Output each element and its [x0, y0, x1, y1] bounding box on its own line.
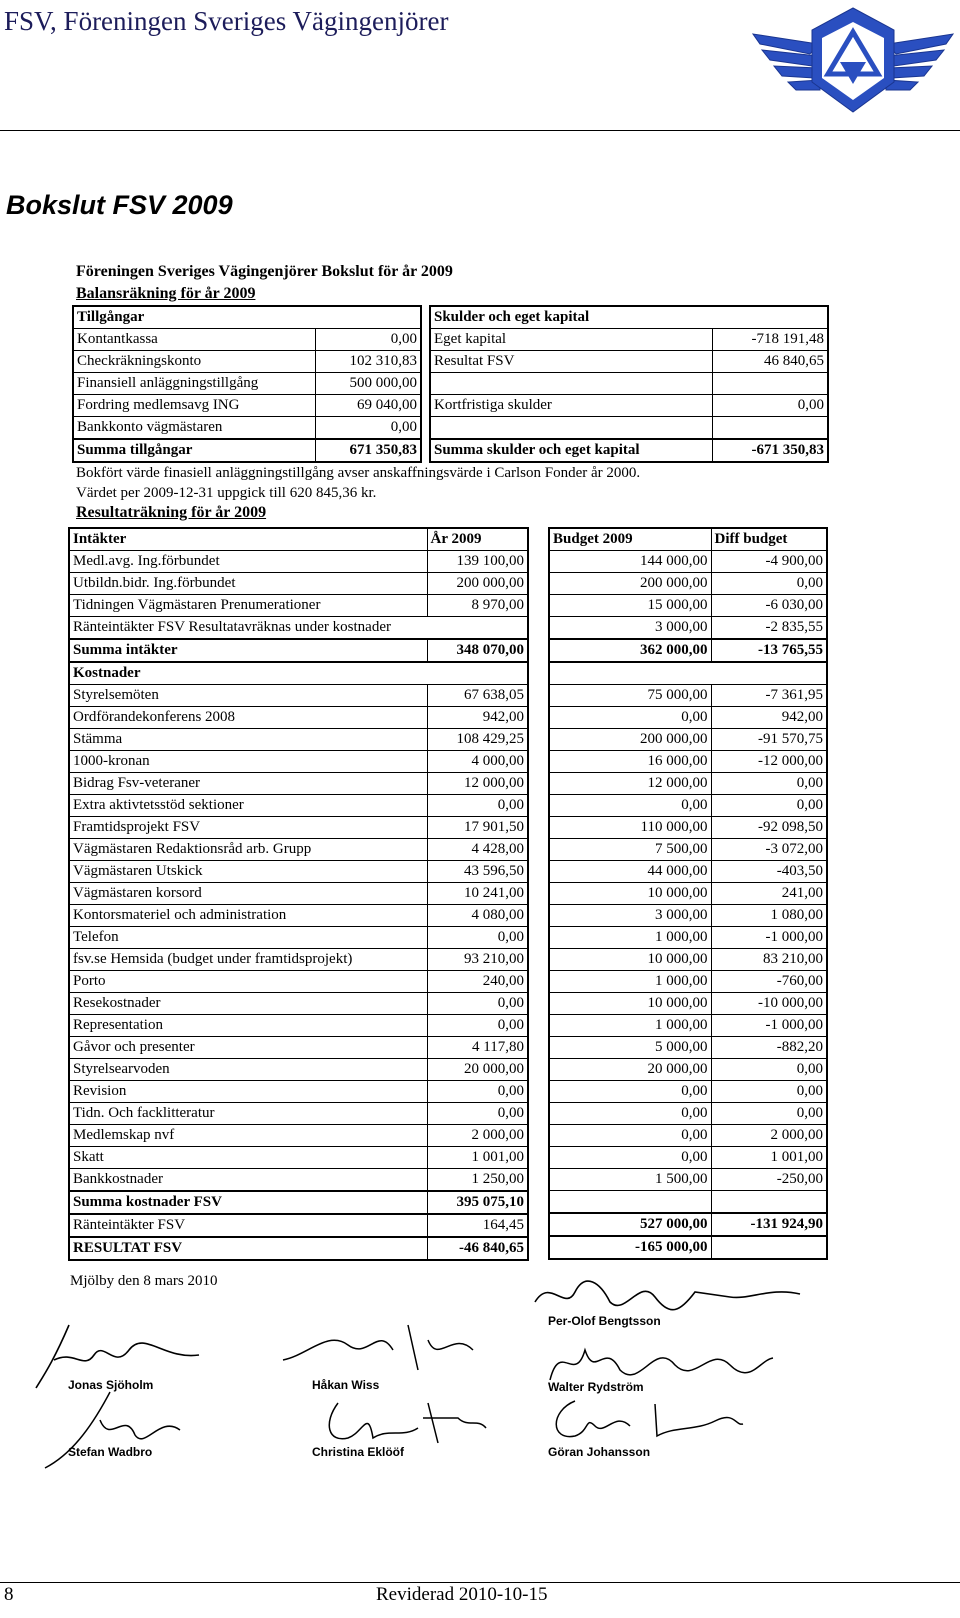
- table-row: 144 000,00 -4 900,00: [549, 551, 827, 573]
- signature-scribble-icon: [545, 1396, 745, 1446]
- fsv-logo-icon: [748, 4, 958, 122]
- table-row: [430, 373, 828, 395]
- table-row: Resultat FSV 46 840,65: [430, 351, 828, 373]
- assets-table: [72, 305, 422, 463]
- table-row: Finansiell anläggningstillgång 500 000,00: [73, 373, 421, 395]
- table-row: 10 000,00 -10 000,00: [549, 993, 827, 1015]
- table-row: Kontorsmateriel och administration 4 080,00: [69, 905, 528, 927]
- table-row: 44 000,00 -403,50: [549, 861, 827, 883]
- table-header-row: Intäkter År 2009: [69, 528, 528, 551]
- signature-scribble-icon: [318, 1398, 488, 1448]
- table-row: Styrelsemöten 67 638,05: [69, 685, 528, 707]
- table-row: Porto 240,00: [69, 971, 528, 993]
- table-row: Kortfristiga skulder 0,00: [430, 395, 828, 417]
- table-row: Utbildn.bidr. Ing.förbundet 200 000,00: [69, 573, 528, 595]
- table-row: [430, 417, 828, 440]
- balance-heading: Balansräkning för år 2009: [76, 285, 256, 302]
- table-row: Skatt 1 001,00: [69, 1147, 528, 1169]
- table-row: 0,00 0,00: [549, 1081, 827, 1103]
- table-row: 12 000,00 0,00: [549, 773, 827, 795]
- table-row: Revision 0,00: [69, 1081, 528, 1103]
- table-row: 1 000,00 -1 000,00: [549, 1015, 827, 1037]
- table-row: Extra aktivtetsstöd sektioner 0,00: [69, 795, 528, 817]
- table-row: 10 000,00 241,00: [549, 883, 827, 905]
- table-row: 0,00 0,00: [549, 795, 827, 817]
- table-row: Vägmästaren Redaktionsråd arb. Grupp 4 428,00: [69, 839, 528, 861]
- table-row: Tidningen Vägmästaren Prenumerationer 8 970,00: [69, 595, 528, 617]
- income-total-row: Summa intäkter 348 070,00: [69, 639, 528, 662]
- table-row: Ordförandekonferens 2008 942,00: [69, 707, 528, 729]
- table-row: Kontantkassa 0,00: [73, 329, 421, 351]
- table-row: Checkräkningskonto 102 310,83: [73, 351, 421, 373]
- table-row: 7 500,00 -3 072,00: [549, 839, 827, 861]
- signature-name: Göran Johansson: [548, 1445, 651, 1459]
- liabilities-total-row: Summa skulder och eget kapital -671 350,83: [430, 439, 828, 462]
- table-row: Telefon 0,00: [69, 927, 528, 949]
- table-row: Bankkonto vägmästaren 0,00: [73, 417, 421, 440]
- table-row: 1 000,00 -1 000,00: [549, 927, 827, 949]
- table-row: 1 000,00 -760,00: [549, 971, 827, 993]
- income-total-row: 362 000,00 -13 765,55: [549, 639, 827, 662]
- table-header-row: Budget 2009 Diff budget: [549, 528, 827, 551]
- table-row: Representation 0,00: [69, 1015, 528, 1037]
- signature-name: Per-Olof Bengtsson: [548, 1314, 661, 1328]
- table-row: 0,00 0,00: [549, 1103, 827, 1125]
- assets-header: Tillgångar: [73, 306, 421, 329]
- cost-header-row: [549, 662, 827, 685]
- table-row: Medl.avg. Ing.förbundet 139 100,00: [69, 551, 528, 573]
- table-row: 0,00 1 001,00: [549, 1147, 827, 1169]
- org-title: FSV, Föreningen Sveriges Vägingenjörer: [4, 6, 449, 36]
- table-row: Vägmästaren korsord 10 241,00: [69, 883, 528, 905]
- table-row: Medlemskap nvf 2 000,00: [69, 1125, 528, 1147]
- table-row: 1000-kronan 4 000,00: [69, 751, 528, 773]
- table-row: Bidrag Fsv-veteraner 12 000,00: [69, 773, 528, 795]
- table-row: 200 000,00 -91 570,75: [549, 729, 827, 751]
- table-row: Gåvor och presenter 4 117,80: [69, 1037, 528, 1059]
- table-row: Bankkostnader 1 250,00: [69, 1169, 528, 1192]
- table-row: 10 000,00 83 210,00: [549, 949, 827, 971]
- table-row: Styrelsearvoden 20 000,00: [69, 1059, 528, 1081]
- page-title: Bokslut FSV 2009: [6, 190, 233, 220]
- table-row: 15 000,00 -6 030,00: [549, 595, 827, 617]
- cost-header-row: Kostnader: [69, 662, 528, 685]
- budget-table: [548, 527, 828, 1260]
- interest-row: Ränteintäkter FSV 164,45: [69, 1214, 528, 1237]
- interest-row: 527 000,00 -131 924,90: [549, 1213, 827, 1236]
- signature-name: Stefan Wadbro: [68, 1445, 153, 1459]
- signature-name: Jonas Sjöholm: [68, 1378, 154, 1392]
- liabilities-header: Skulder och eget kapital: [430, 306, 828, 329]
- signature-name: Håkan Wiss: [312, 1378, 380, 1392]
- table-row: Framtidsprojekt FSV 17 901,50: [69, 817, 528, 839]
- cost-total-row: [549, 1191, 827, 1214]
- income-heading: Resultaträkning för år 2009: [76, 504, 267, 521]
- signature-name: Walter Rydström: [548, 1380, 644, 1394]
- table-row: 16 000,00 -12 000,00: [549, 751, 827, 773]
- table-row: 3 000,00 -2 835,55: [549, 617, 827, 640]
- footer-rule: [0, 1582, 960, 1583]
- table-row: Resekostnader 0,00: [69, 993, 528, 1015]
- result-row: RESULTAT FSV -46 840,65: [69, 1237, 528, 1260]
- table-row: 0,00 942,00: [549, 707, 827, 729]
- note-line-1: Bokfört värde finasiell anläggningstillgång avser anskaffningsvärde i Carlson Fonder år 2000.: [76, 465, 641, 481]
- revision-date: Reviderad 2010-10-15: [376, 1584, 548, 1605]
- page-number: 8: [4, 1584, 14, 1605]
- note-line-2: Värdet per 2009-12-31 uppgick till 620 845,36 kr.: [76, 485, 377, 501]
- header-rule: [0, 130, 960, 131]
- table-row: Stämma 108 429,25: [69, 729, 528, 751]
- signature-scribble-icon: [278, 1320, 478, 1380]
- assets-total-row: Summa tillgångar 671 350,83: [73, 439, 421, 462]
- signature-name: Christina Eklööf: [312, 1445, 405, 1459]
- liabilities-table: [429, 305, 829, 463]
- table-row: 3 000,00 1 080,00: [549, 905, 827, 927]
- table-row: 110 000,00 -92 098,50: [549, 817, 827, 839]
- table-row: fsv.se Hemsida (budget under framtidsprojekt) 93 210,00: [69, 949, 528, 971]
- table-row: Ränteintäkter FSV Resultatavräknas under kostnader: [69, 617, 528, 640]
- table-row: 20 000,00 0,00: [549, 1059, 827, 1081]
- table-row: Fordring medlemsavg ING 69 040,00: [73, 395, 421, 417]
- cost-total-row: Summa kostnader FSV 395 075,10: [69, 1191, 528, 1214]
- table-row: 5 000,00 -882,20: [549, 1037, 827, 1059]
- place-date: Mjölby den 8 mars 2010: [70, 1273, 218, 1289]
- result-row: -165 000,00: [549, 1236, 827, 1259]
- income-statement-table: [68, 527, 529, 1261]
- table-row: 1 500,00 -250,00: [549, 1169, 827, 1191]
- document-heading: Föreningen Sveriges Vägingenjörer Bokslut för år 2009: [76, 263, 453, 280]
- table-row: Eget kapital -718 191,48: [430, 329, 828, 351]
- table-row: 75 000,00 -7 361,95: [549, 685, 827, 707]
- table-row: Tidn. Och facklitteratur 0,00: [69, 1103, 528, 1125]
- table-row: 200 000,00 0,00: [549, 573, 827, 595]
- table-row: Vägmästaren Utskick 43 596,50: [69, 861, 528, 883]
- table-row: 0,00 2 000,00: [549, 1125, 827, 1147]
